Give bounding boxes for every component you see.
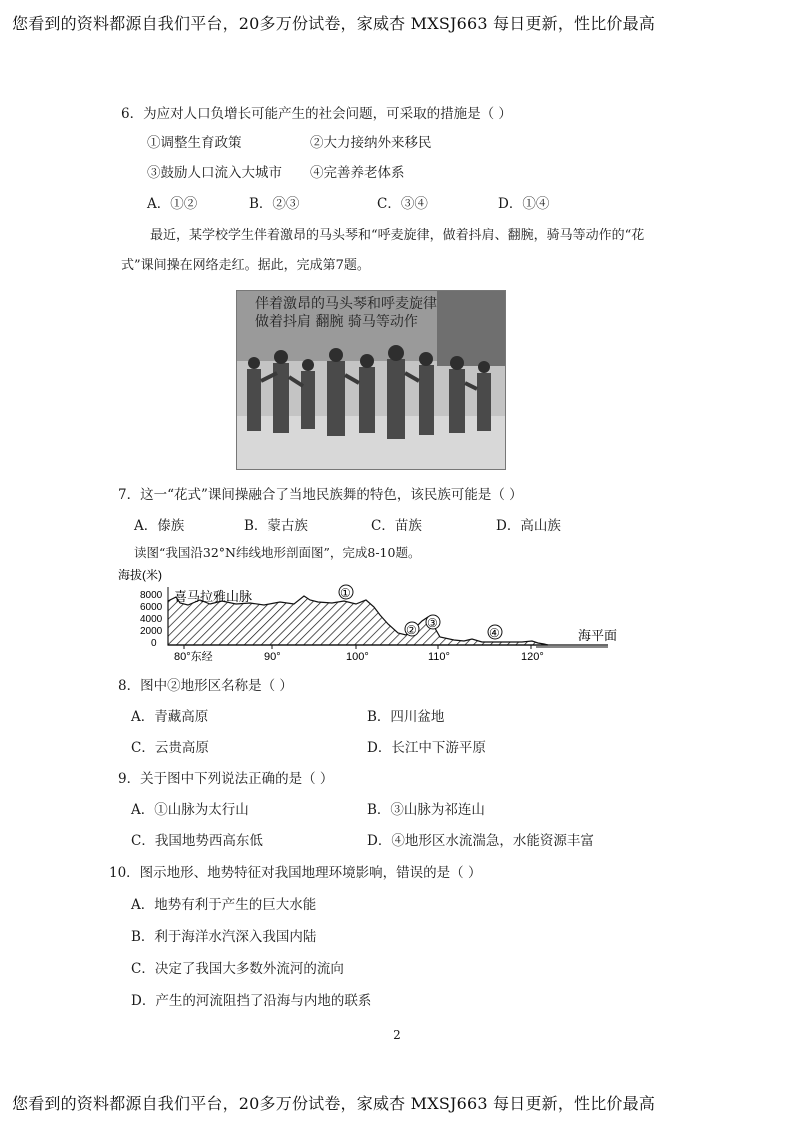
q8-option-c[interactable]: C．云贵高原: [131, 740, 209, 756]
q9-option-a[interactable]: A．①山脉为太行山: [131, 802, 249, 818]
q7-option-a[interactable]: A．傣族: [134, 518, 185, 534]
q6-item-1: ①调整生育政策: [147, 135, 242, 151]
q8-option-d[interactable]: D．长江中下游平原: [367, 740, 486, 756]
y-tick-0: 0: [151, 638, 157, 649]
photo-caption-line1: 伴着激昂的马头琴和呼麦旋律: [255, 296, 437, 312]
y-tick-4000: 4000: [140, 614, 163, 625]
intro7-line1: 最近，某学校学生伴着激昂的马头琴和“呼麦旋律，做着抖肩、翻腕，骑马等动作的“花: [150, 228, 645, 243]
top-banner: 您看到的资料都源自我们平台，20多万份试卷，家威杏 MXSJ663 每日更新，性比价最高: [12, 14, 656, 33]
bottom-banner: 您看到的资料都源自我们平台，20多万份试卷，家威杏 MXSJ663 每日更新，性比价最高: [12, 1094, 656, 1113]
x-tick-100: 100°: [346, 651, 369, 662]
marker-2: ②: [406, 623, 417, 637]
marker-4: ④: [489, 626, 500, 640]
q6-option-a[interactable]: A．①②: [147, 196, 198, 212]
y-tick-6000: 6000: [140, 602, 163, 613]
q10-option-a[interactable]: A．地势有利于产生的巨大水能: [131, 897, 317, 913]
q9-stem: 9．关于图中下列说法正确的是（ ）: [118, 771, 334, 787]
q10-option-d[interactable]: D．产生的河流阻挡了沿海与内地的联系: [131, 993, 372, 1009]
q6-item-2: ②大力接纳外来移民: [310, 135, 432, 151]
photo-caption-line2: 做着抖肩 翻腕 骑马等动作: [255, 314, 418, 330]
q6-option-c[interactable]: C．③④: [377, 196, 428, 212]
terrain-profile: [118, 567, 618, 662]
q6-option-d[interactable]: D．①④: [498, 196, 550, 212]
profile-y-label: 海拔(米): [118, 568, 162, 582]
x-tick-110: 110°: [428, 651, 450, 662]
q6-option-b[interactable]: B．②③: [249, 196, 300, 212]
q8-stem: 8．图中②地形区名称是（ ）: [118, 678, 293, 694]
q7-stem: 7．这一“花式”课间操融合了当地民族舞的特色，该民族可能是（ ）: [118, 487, 523, 503]
q6-stem: 6．为应对人口负增长可能产生的社会问题，可采取的措施是（ ）: [121, 106, 512, 122]
marker-3: ③: [427, 616, 438, 630]
x-tick-120: 120°: [521, 651, 544, 662]
marker-1: ①: [340, 586, 351, 600]
himalaya-label: 喜马拉雅山脉: [174, 589, 253, 604]
q9-option-c[interactable]: C．我国地势西高东低: [131, 833, 263, 849]
q10-stem: 10．图示地形、地势特征对我国地理环境影响，错误的是（ ）: [109, 865, 482, 881]
q7-option-b[interactable]: B．蒙古族: [244, 518, 308, 534]
q10-option-b[interactable]: B．利于海洋水汽深入我国内陆: [131, 929, 317, 945]
q9-option-d[interactable]: D．④地形区水流湍急，水能资源丰富: [367, 833, 594, 849]
exercise-photo: [236, 290, 506, 470]
q8-option-b[interactable]: B．四川盆地: [367, 709, 445, 725]
intro7-line2: 式”课间操在网络走红。据此，完成第7题。: [121, 258, 370, 273]
q9-option-b[interactable]: B．③山脉为祁连山: [367, 802, 485, 818]
intro8: 读图“我国沿32°N纬线地形剖面图”，完成8-10题。: [134, 545, 421, 560]
y-tick-2000: 2000: [140, 626, 163, 637]
x-tick-80: 80°东经: [174, 651, 213, 662]
sea-level-label: 海平面: [578, 628, 618, 643]
photo-caption: [255, 295, 437, 331]
q10-option-c[interactable]: C．决定了我国大多数外流河的流向: [131, 961, 344, 977]
q8-option-a[interactable]: A．青藏高原: [131, 709, 209, 725]
y-tick-8000: 8000: [140, 590, 163, 601]
q7-option-c[interactable]: C．苗族: [371, 518, 422, 534]
q6-item-4: ④完善养老体系: [310, 165, 405, 181]
x-tick-90: 90°: [264, 651, 281, 662]
q6-item-3: ③鼓励人口流入大城市: [147, 165, 282, 181]
page-number: 2: [393, 1028, 401, 1042]
q7-option-d[interactable]: D．高山族: [496, 518, 561, 534]
